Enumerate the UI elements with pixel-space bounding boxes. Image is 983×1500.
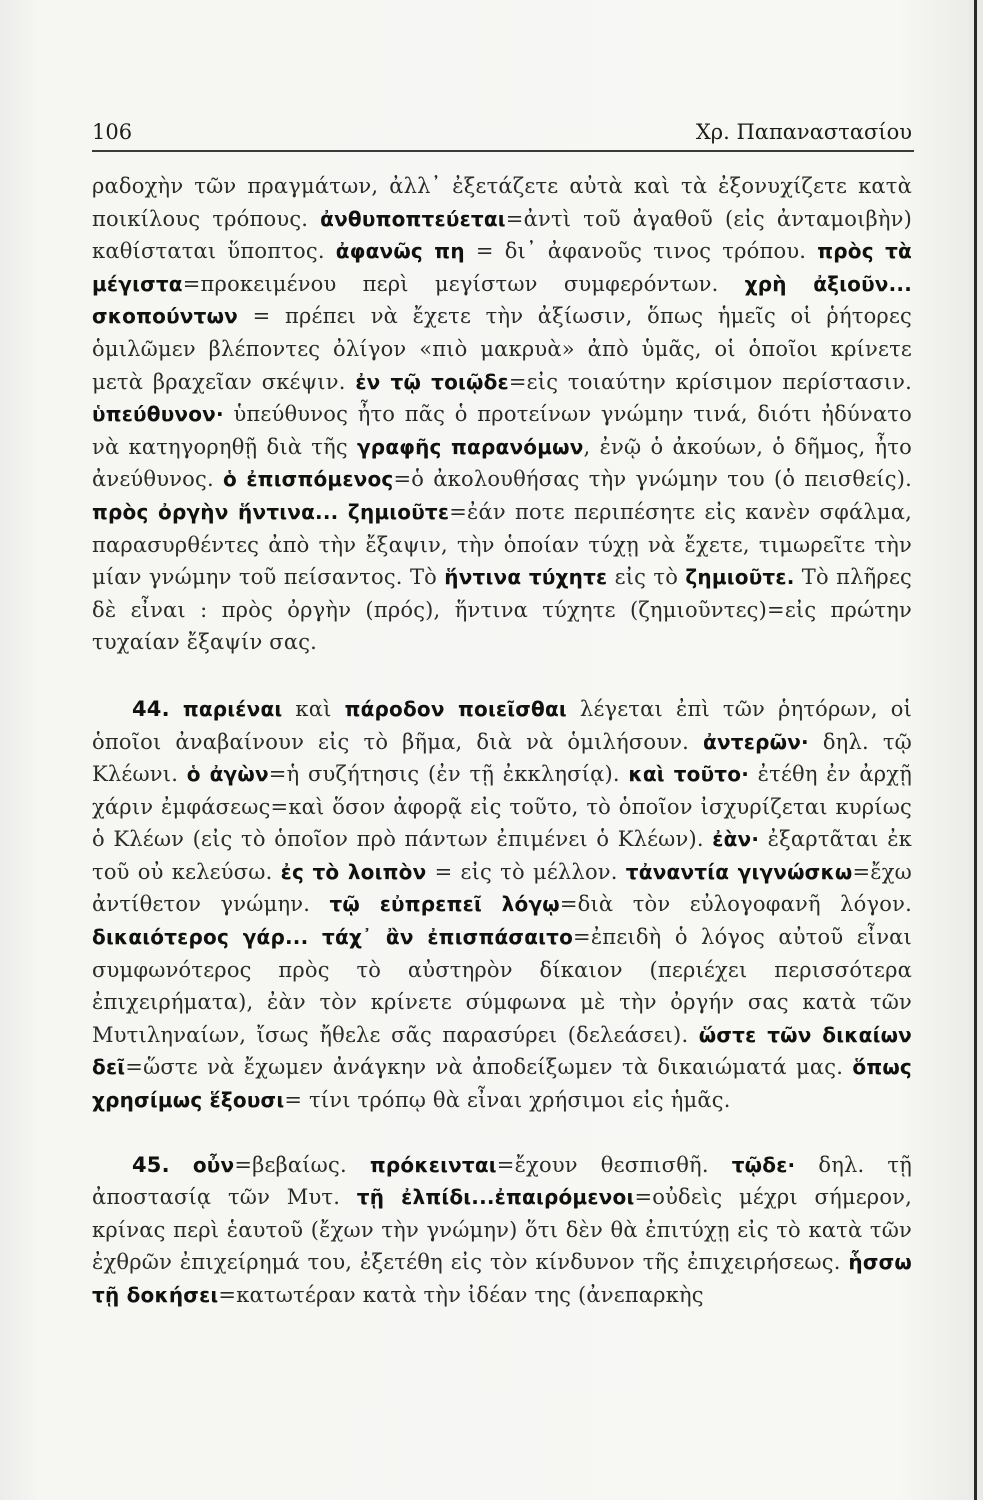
gloss-text: =προκειμένου περὶ μεγίστων συμφερόντων.: [182, 271, 745, 296]
gloss-text: = δι᾽ ἀφανοῦς τινος τρόπου.: [464, 239, 818, 264]
gloss-text: ραδοχὴν τῶν πραγμάτων, ἀλλ᾽ ἐξετάζετε αὐτὰ καὶ τὰ ἐξονυχίζετε κατὰ ποικίλους τρόπους.: [92, 174, 912, 231]
lemma-term: ἀντερῶν·: [703, 729, 809, 754]
gloss-text: ὑπεύθυνος ἦτο πᾶς ὁ προτείνων γνώμην τινά, διότι ἠδύνατο νὰ κατηγορηθῇ διὰ τῆς: [92, 402, 912, 459]
lemma-term: οὖν: [192, 1152, 235, 1177]
gloss-text: =ἔχω ἀντίθετον γνώμην.: [92, 859, 912, 917]
page-number: 106: [92, 120, 133, 144]
lemma-term: ὥστε τῶν δικαίων δεῖ: [92, 1022, 912, 1080]
gloss-text: =ὁ ἀκολουθήσας τὴν γνώμην του (ὁ πεισθείς).: [393, 467, 912, 492]
gloss-text: = εἰς τὸ μέλλον.: [426, 859, 626, 884]
gloss-text: εἰς τὸ: [607, 565, 686, 590]
section-number: 45.: [132, 1152, 170, 1177]
lemma-term: πρόκεινται: [369, 1152, 497, 1177]
lemma-term: τῷ εὐπρεπεῖ λόγῳ: [329, 892, 560, 917]
lemma-term: ἀφανῶς πη: [335, 239, 465, 264]
gloss-text: =οὐδεὶς μέχρι σήμερον, κρίνας περὶ ἑαυτοῦ (ἔχων τὴν γνώμην) ὅτι δὲν θὰ ἐπιτύχῃ εἰς τὸ κατὰ τῶν ἐχθρῶν ἐπιχείρημά του, ἐξετέθη εἰς τὸν κίνδυνον τῆς ἐπιχειρήσεως.: [92, 1185, 913, 1275]
lemma-term: καὶ τοῦτο·: [628, 762, 750, 787]
page-edge-shadow: [974, 0, 977, 1500]
gloss-text: [170, 1153, 193, 1177]
lemma-term: ἥντινα τύχητε: [444, 565, 608, 590]
gloss-text: ἐξαρτᾶται ἐκ τοῦ οὐ κελεύσω.: [92, 827, 912, 884]
lemma-term: τῷδε·: [731, 1152, 796, 1177]
page-header: [92, 116, 912, 146]
paragraph-section-45: [92, 1149, 912, 1312]
gloss-text: λέγεται ἐπὶ τῶν ῥητόρων, οἱ ὁποῖοι ἀναβαίνουν εἰς τὸ βῆμα, διὰ νὰ ὁμιλήσουν.: [92, 696, 913, 754]
commentary-body: [92, 170, 912, 1312]
lemma-term: ἧσσω τῇ δοκήσει: [92, 1250, 912, 1307]
gloss-text: =βεβαίως.: [234, 1152, 370, 1177]
lemma-term: τἀναντία γιγνώσκω: [625, 859, 853, 884]
gloss-text: [170, 697, 183, 721]
gloss-text: =ὥστε νὰ ἔχωμεν ἀνάγκην νὰ ἀποδείξωμεν τὰ δικαιώματά μας.: [125, 1055, 853, 1080]
paragraph-section-44: [92, 693, 912, 1117]
gloss-text: , ἐνῷ ὁ ἀκούων, ὁ δῆμος, ἦτο ἀνεύθυνος.: [92, 434, 912, 492]
gloss-text: δηλ. τῷ Κλέωνι.: [92, 729, 912, 787]
lemma-term: δικαιότερος γάρ... τάχ᾽ ἂν ἐπισπάσαιτο: [92, 925, 574, 950]
gloss-text: =ἐπειδὴ ὁ λόγος αὐτοῦ εἶναι συμφωνότερος πρὸς τὸ αὐστηρὸν δίκαιον (περιέχει περισσότερα ἐπιχειρήματα), ἐὰν τὸν κρίνετε σύμφωνα μὲ τὴν ὀργήν σας κατὰ τῶν Μυτιληναίων, ἴσως ἤθελε σᾶς παρασύρει (δελεάσει).: [92, 925, 912, 1047]
running-head: Χρ. Παπαναστασίου: [695, 120, 912, 144]
lemma-term: ὅπως χρησίμως ἕξουσι: [92, 1055, 912, 1113]
lemma-term: ζημιοῦτε.: [685, 565, 795, 590]
gloss-text: καὶ: [282, 696, 345, 721]
section-number: 44.: [132, 696, 170, 721]
gloss-text: Τὸ πλῆρες δὲ εἶναι : πρὸς ὀργὴν (πρός), ἥντινα τύχητε (ζημιοῦντες)=εἰς πρώτην τυχαίαν ἔξαψίν σας.: [92, 565, 913, 655]
lemma-term: παριέναι: [182, 696, 283, 721]
gloss-text: =κατωτέραν κατὰ τὴν ἰδέαν της (ἀνεπαρκὴς: [218, 1283, 704, 1307]
paragraph-continuation: [92, 170, 912, 659]
gloss-text: =διὰ τὸν εὐλογοφανῆ λόγον.: [559, 892, 912, 917]
lemma-term: πάροδον ποιεῖσθαι: [344, 696, 567, 721]
gloss-text: δηλ. τῇ ἀποστασίᾳ τῶν Μυτ.: [92, 1152, 912, 1210]
lemma-term: ἐς τὸ λοιπὸν: [280, 859, 427, 884]
lemma-term: ἀνθυποπτεύεται: [320, 206, 506, 231]
gloss-text: =εἰς τοιαύτην κρίσιμον περίστασιν.: [508, 369, 912, 394]
paragraph-gap: [92, 1117, 912, 1149]
lemma-term: τῇ ἐλπίδι...ἐπαιρόμενοι: [356, 1185, 635, 1210]
lemma-term: ὁ ἀγὼν: [186, 762, 269, 787]
gloss-text: =ἐάν ποτε περιπέσητε εἰς κανὲν σφάλμα, παρασυρθέντες ἀπὸ τὴν ἔξαψιν, τὴν ὁποίαν τύχῃ νὰ ἔχετε, τιμωρεῖτε τὴν μίαν γνώμην τοῦ πείσαντος. Τὸ: [92, 499, 912, 590]
gloss-text: = πρέπει νὰ ἔχετε τὴν ἀξίωσιν, ὅπως ἡμεῖς οἱ ῥήτορες ὁμιλῶμεν βλέποντες ὀλίγον «πιὸ μακρυὰ» ἀπὸ ὑμᾶς, οἱ ὁποῖοι κρίνετε μετὰ βραχεῖαν σκέψιν.: [92, 304, 912, 394]
header-rule: [92, 150, 914, 152]
lemma-term: ὑπεύθυνον·: [92, 402, 224, 427]
gloss-text: = τίνι τρόπῳ θὰ εἶναι χρήσιμοι εἰς ἡμᾶς.: [284, 1088, 731, 1113]
lemma-term: γραφῆς παρανόμων: [356, 434, 584, 459]
lemma-term: ἐν τῷ τοιῷδε: [355, 369, 509, 394]
lemma-term: πρὸς ὀργὴν ἥντινα... ζημιοῦτε: [92, 499, 450, 524]
lemma-term: ὁ ἐπισπόμενος: [222, 467, 394, 492]
gloss-text: =ἀντὶ τοῦ ἀγαθοῦ (εἰς ἀνταμοιβὴν) καθίσταται ὕποπτος.: [92, 206, 912, 264]
lemma-term: πρὸς τὰ μέγιστα: [92, 239, 912, 296]
gloss-text: =ἡ συζήτησις (ἐν τῇ ἐκκλησίᾳ).: [268, 762, 629, 787]
gloss-text: ἐτέθη ἐν ἀρχῇ χάριν ἐμφάσεως=καὶ ὅσον ἀφορᾷ εἰς τοῦτο, τὸ ὁποῖον ἰσχυρίζεται κυρίως ὁ Κλέων (εἰς τὸ ὁποῖον πρὸ πάντων ἐπιμένει ὁ Κλέων).: [92, 762, 913, 852]
lemma-term: χρὴ ἀξιοῦν... σκοπούντων: [92, 271, 913, 329]
lemma-term: ἐὰν·: [712, 827, 760, 852]
gloss-text: =ἔχουν θεσπισθῆ.: [496, 1152, 732, 1177]
paragraph-gap: [92, 659, 912, 693]
